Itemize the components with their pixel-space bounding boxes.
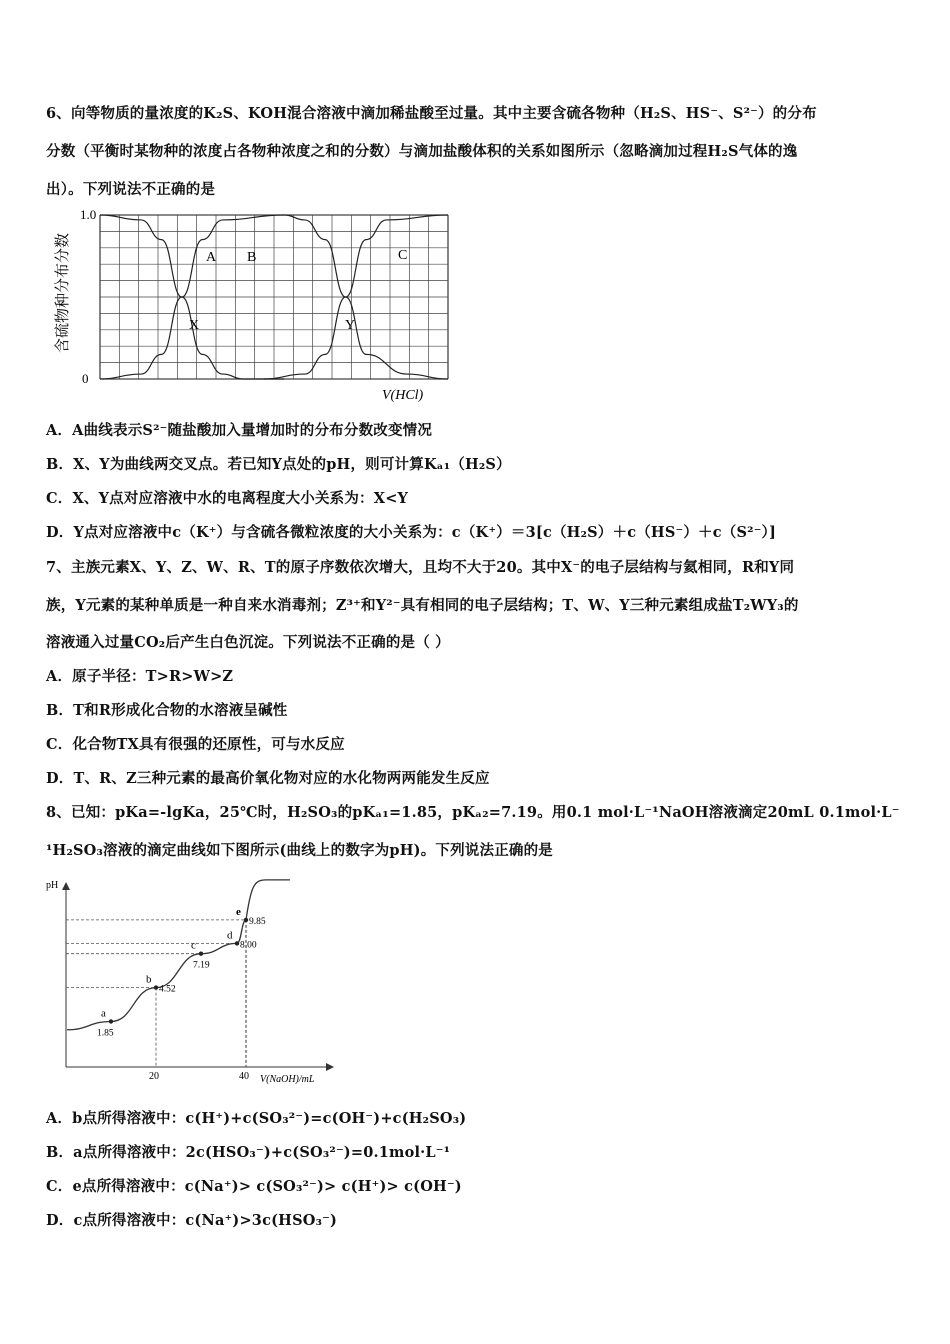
q8-option-c: C．e点所得溶液中：c(Na⁺)> c(SO₃²⁻)> c(H⁺)> c(OH⁻) xyxy=(46,1178,462,1195)
point-value-d: 8.00 xyxy=(240,940,257,951)
titration-chart xyxy=(40,872,340,1092)
q6-stem-line-3: 出）。下列说法不正确的是 xyxy=(46,181,216,198)
ph-axis-label: pH xyxy=(46,880,59,891)
y-axis-label: 含硫物种分布分数 xyxy=(55,232,71,353)
point-value-b: 4.52 xyxy=(159,984,176,995)
q7-stem-line-3: 溶液通入过量CO₂后产生白色沉淀。下列说法不正确的是（ ） xyxy=(46,634,450,651)
q6-stem-line-2: 分数（平衡时某物种的浓度占各物种浓度之和的分数）与滴加盐酸体积的关系如图所示（忽略滴加过程H₂S气体的逸 xyxy=(46,143,798,160)
q7-stem-line-1: 7、主族元素X、Y、Z、W、R、T的原子序数依次增大，且均不大于20。其中X⁻的电子层结构与氦相同，R和Y同 xyxy=(46,559,795,576)
y-tick-min: 0 xyxy=(82,371,89,386)
point-value-e: 9.85 xyxy=(249,916,266,927)
point-label-d: d xyxy=(227,929,233,942)
point-b xyxy=(154,985,158,989)
q6-stem-line-1: 6、向等物质的量浓度的K₂S、KOH混合溶液中滴加稀盐酸至过量。其中主要含硫各物种（H₂S、HS⁻、S²⁻）的分布 xyxy=(46,105,817,122)
x-axis-label: V(HCl) xyxy=(382,388,424,403)
point-c xyxy=(199,951,203,955)
q8-option-b: B．a点所得溶液中：2c(HSO₃⁻)+c(SO₃²⁻)=0.1mol·L⁻¹ xyxy=(46,1144,451,1161)
point-label-y: Y xyxy=(345,318,356,333)
point-d xyxy=(235,941,239,945)
point-value-a: 1.85 xyxy=(97,1028,114,1039)
y-tick-max: 1.0 xyxy=(80,207,97,222)
point-label-b: b xyxy=(146,973,152,986)
curve-label-a: A xyxy=(206,250,217,265)
q8-stem-line-1: 8、已知：pKa=-lgKa，25℃时，H₂SO₃的pKₐ₁=1.85，pKₐ₂=7.19。用0.1 mol·L⁻¹NaOH溶液滴定20mL 0.1mol·L⁻ xyxy=(46,804,900,821)
curve-label-b: B xyxy=(247,250,257,265)
chart-grid xyxy=(100,215,448,379)
q7-stem-line-2: 族，Y元素的某种单质是一种自来水消毒剂；Z³⁺和Y²⁻具有相同的电子层结构；T、W、Y三种元素组成盐T₂WY₃的 xyxy=(46,597,799,614)
x-axis-label: V(NaOH)/mL xyxy=(260,1074,315,1085)
q8-option-a: A．b点所得溶液中：c(H⁺)+c(SO₃²⁻)=c(OH⁻)+c(H₂SO₃) xyxy=(46,1110,467,1127)
q8-stem-line-2: ¹H₂SO₃溶液的滴定曲线如下图所示(曲线上的数字为pH)。下列说法正确的是 xyxy=(46,842,554,859)
q7-option-a: A．原子半径：T>R>W>Z xyxy=(46,668,234,685)
dashed-guides xyxy=(66,920,246,1067)
point-a xyxy=(109,1019,113,1023)
x-tick-40: 40 xyxy=(239,1071,249,1082)
point-label-x: X xyxy=(189,318,200,333)
q6-option-a: A．A曲线表示S²⁻随盐酸加入量增加时的分布分数改变情况 xyxy=(46,422,433,439)
point-label-e: e xyxy=(236,905,241,918)
x-tick-20: 20 xyxy=(149,1071,159,1082)
q6-option-d: D．Y点对应溶液中c（K⁺）与含硫各微粒浓度的大小关系为：c（K⁺）＝3[c（H₂S）＋c（HS⁻）＋c（S²⁻）] xyxy=(46,524,777,541)
distribution-chart xyxy=(42,205,462,405)
point-value-c: 7.19 xyxy=(193,960,210,971)
q6-option-b: B．X、Y为曲线两交叉点。若已知Y点处的pH，则可计算Kₐ₁（H₂S） xyxy=(46,456,511,473)
q7-option-c: C．化合物TX具有很强的还原性，可与水反应 xyxy=(46,736,345,753)
q7-option-d: D．T、R、Z三种元素的最高价氧化物对应的水化物两两能发生反应 xyxy=(46,770,490,787)
point-e xyxy=(244,918,248,922)
q7-option-b: B．T和R形成化合物的水溶液呈碱性 xyxy=(46,702,288,719)
point-label-a: a xyxy=(101,1007,106,1020)
curve-label-c: C xyxy=(398,248,408,263)
q6-option-c: C．X、Y点对应溶液中水的电离程度大小关系为：X<Y xyxy=(46,490,409,507)
point-label-c: c xyxy=(191,939,196,952)
q8-option-d: D．c点所得溶液中：c(Na⁺)>3c(HSO₃⁻) xyxy=(46,1212,338,1229)
